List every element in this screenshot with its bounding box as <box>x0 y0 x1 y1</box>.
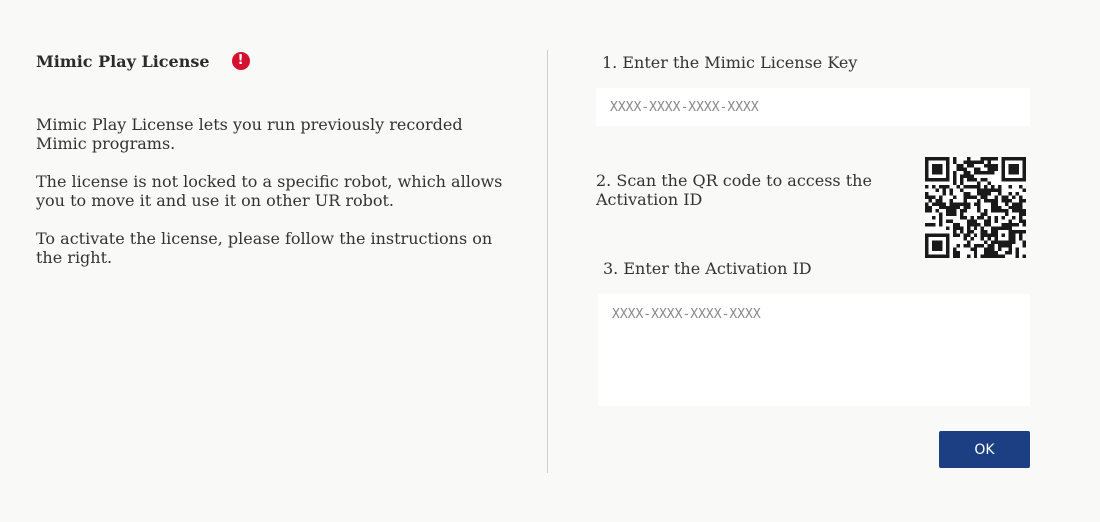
license-key-input[interactable] <box>596 88 1030 126</box>
activation-id-input[interactable] <box>598 294 1030 406</box>
description-paragraph-2: The license is not locked to a specific robot, which allows you to move it and use it on other UR robot. <box>36 172 503 210</box>
exclamation-circle-icon: ! <box>232 52 250 70</box>
title-row <box>36 48 516 74</box>
step-2-label: 2. Scan the QR code to access the Activation ID <box>596 171 872 209</box>
vertical-divider <box>547 50 548 473</box>
step-1-label: 1. Enter the Mimic License Key <box>602 53 858 72</box>
description-paragraph-3: To activate the license, please follow the instructions on the right. <box>36 229 493 267</box>
license-info-panel <box>36 48 516 267</box>
step-3-label: 3. Enter the Activation ID <box>603 259 812 278</box>
ok-button[interactable]: OK <box>939 431 1030 468</box>
page-title: Mimic Play License <box>36 51 210 71</box>
description-paragraph-1: Mimic Play License lets you run previously recorded Mimic programs. <box>36 115 463 153</box>
qr-code-icon <box>925 157 1026 258</box>
